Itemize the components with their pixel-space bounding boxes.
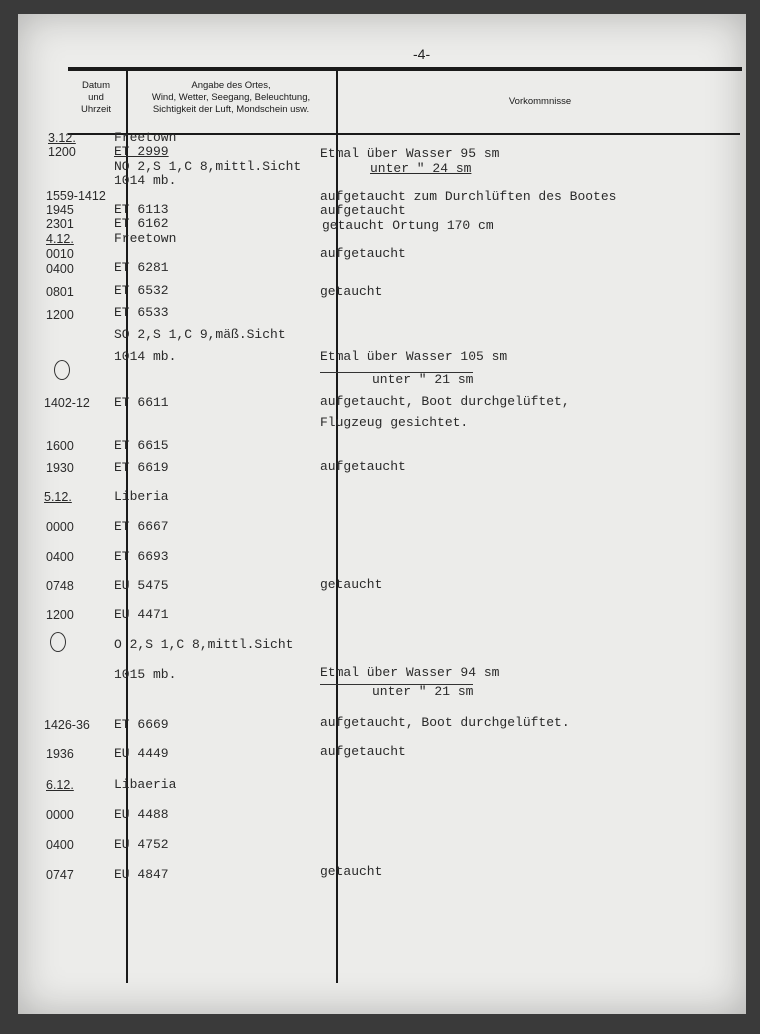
- event-cell: Etmal über Wasser 94 sm: [320, 665, 500, 680]
- event-cell: getaucht Ortung 170 cm: [322, 218, 494, 233]
- event-cell: aufgetaucht: [320, 744, 406, 759]
- event-cell: Flugzeug gesichtet.: [320, 415, 469, 430]
- header-date-line2: und: [88, 92, 104, 103]
- header-loc-line2: Wind, Wetter, Seegang, Beleuchtung,: [151, 92, 311, 103]
- time-cell: 0010: [46, 247, 74, 261]
- location-cell: Freetown: [114, 231, 177, 246]
- event-cell: [320, 372, 473, 387]
- time-cell: 1600: [46, 439, 74, 453]
- table-top-rule: [68, 67, 742, 71]
- location-cell: ET 6667: [114, 519, 169, 534]
- date-cell: 5.12.: [44, 490, 72, 504]
- time-cell: 1936: [46, 747, 74, 761]
- location-cell: ET 6162: [114, 216, 169, 231]
- location-cell: Liberia: [114, 489, 169, 504]
- page-number: -4-: [413, 46, 431, 62]
- header-date-line1: Datum: [82, 80, 110, 91]
- time-cell: 0748: [46, 579, 74, 593]
- event-cell: aufgetaucht zum Durchlüften des Bootes: [320, 189, 617, 204]
- time-cell: 1402-12: [44, 396, 90, 410]
- location-cell: ET 6619: [114, 460, 169, 475]
- header-date-column: [68, 80, 124, 116]
- time-cell: 0400: [46, 550, 74, 564]
- event-cell: Etmal über Wasser 105 sm: [320, 349, 508, 364]
- time-cell: 0000: [46, 808, 74, 822]
- event-cell: getaucht: [320, 284, 383, 299]
- event-cell: aufgetaucht: [320, 246, 406, 261]
- header-location-column: [128, 80, 334, 116]
- time-cell: 1930: [46, 461, 74, 475]
- weather-cell: SO 2,S 1,C 9,mäß.Sicht: [114, 327, 286, 342]
- header-events-column: Vorkommnisse: [508, 96, 572, 107]
- event-cell: getaucht: [320, 864, 383, 879]
- time-cell: 0801: [46, 285, 74, 299]
- location-cell: ET 6281: [114, 260, 169, 275]
- location-cell: ET 6611: [114, 395, 169, 410]
- time-cell: 1559-1412: [46, 189, 106, 203]
- event-cell: aufgetaucht: [320, 459, 406, 474]
- time-cell: 0000: [46, 520, 74, 534]
- header-loc-line1: Angabe des Ortes,: [191, 80, 271, 91]
- location-cell: Libaeria: [114, 777, 177, 792]
- location-cell: ET 6532: [114, 283, 169, 298]
- event-text: unter " 21 sm: [372, 684, 474, 699]
- time-cell: 1426-36: [44, 718, 90, 732]
- location-cell: EU 4471: [114, 607, 169, 622]
- date-cell: 3.12.: [48, 131, 76, 145]
- time-cell: 1200: [46, 308, 74, 322]
- header-date-line3: Uhrzeit: [80, 104, 112, 115]
- time-cell: 1200: [46, 608, 74, 622]
- time-cell: 0400: [46, 262, 74, 276]
- moon-phase-icon: [50, 632, 66, 652]
- event-cell: aufgetaucht, Boot durchgelüftet.: [320, 715, 570, 730]
- pressure-cell: 1014 mb.: [114, 173, 177, 188]
- location-cell: EU 4488: [114, 807, 169, 822]
- event-cell: getaucht: [320, 577, 383, 592]
- date-cell: 4.12.: [46, 232, 74, 246]
- logbook-page: [18, 14, 746, 1014]
- pressure-cell: 1015 mb.: [114, 667, 177, 682]
- location-cell: ET 6533: [114, 305, 169, 320]
- location-cell: EU 4752: [114, 837, 169, 852]
- time-cell: 1945: [46, 203, 74, 217]
- event-cell: aufgetaucht, Boot durchgelüftet,: [320, 394, 570, 409]
- location-cell: EU 4449: [114, 746, 169, 761]
- event-text: unter " 21 sm: [372, 372, 474, 387]
- event-cell: aufgetaucht: [320, 203, 406, 218]
- location-cell: ET 6669: [114, 717, 169, 732]
- location-cell: EU 5475: [114, 578, 169, 593]
- location-cell: Freetown: [114, 130, 177, 145]
- time-cell: 2301: [46, 217, 74, 231]
- pressure-cell: 1014 mb.: [114, 349, 177, 364]
- event-cell: [320, 684, 473, 699]
- location-cell: EU 4847: [114, 867, 169, 882]
- moon-phase-icon: [54, 360, 70, 380]
- event-cell: Etmal über Wasser 95 sm: [320, 146, 500, 161]
- location-cell: ET 6615: [114, 438, 169, 453]
- header-loc-line3: Sichtigkeit der Luft, Mondschein usw.: [152, 104, 310, 115]
- location-cell: ET 6693: [114, 549, 169, 564]
- date-cell: 6.12.: [46, 778, 74, 792]
- time-cell: 1200: [48, 145, 76, 159]
- location-cell: ET 2999: [114, 144, 169, 159]
- time-cell: 0747: [46, 868, 74, 882]
- time-cell: 0400: [46, 838, 74, 852]
- weather-cell: O 2,S 1,C 8,mittl.Sicht: [114, 637, 294, 652]
- weather-cell: NO 2,S 1,C 8,mittl.Sicht: [114, 159, 302, 174]
- event-cell: unter " 24 sm: [370, 161, 472, 176]
- location-cell: ET 6113: [114, 202, 169, 217]
